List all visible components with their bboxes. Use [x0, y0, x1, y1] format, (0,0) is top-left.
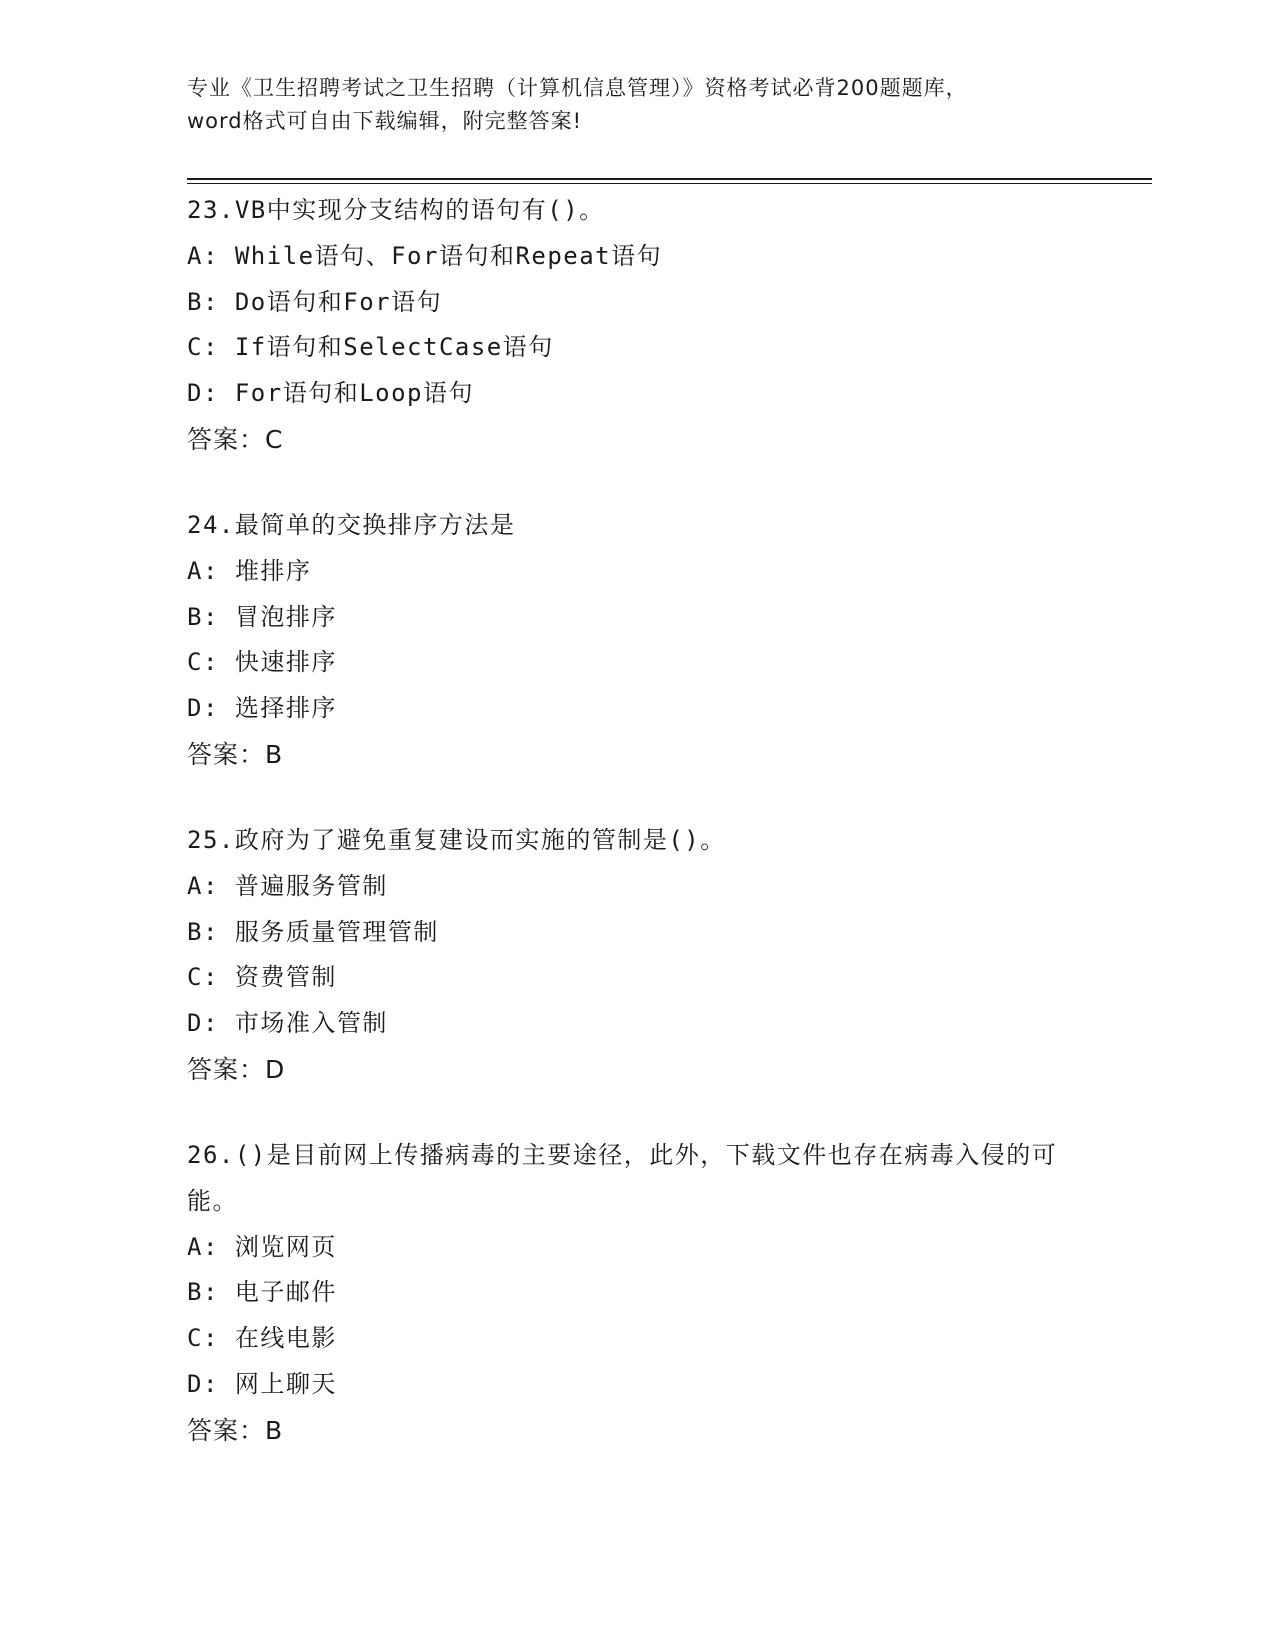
- document-header: [187, 72, 1087, 138]
- header-divider-thin: [187, 183, 1152, 184]
- option-d: D: 选择排序: [187, 694, 337, 723]
- option-d: D: For语句和Loop语句: [187, 379, 474, 408]
- header-divider: [187, 178, 1152, 180]
- option-a: A: While语句、For语句和Repeat语句: [187, 241, 663, 270]
- answer-label: 答案：B: [187, 739, 284, 769]
- option-c: C: 快速排序: [187, 648, 337, 677]
- option-a: A: 堆排序: [187, 556, 312, 585]
- option-b: B: 电子邮件: [187, 1278, 337, 1307]
- header-line-2: word格式可自由下载编辑，附完整答案!: [187, 109, 583, 133]
- answer-label: 答案：B: [187, 1415, 284, 1445]
- option-c: C: If语句和SelectCase语句: [187, 333, 554, 362]
- option-d: D: 网上聊天: [187, 1369, 337, 1398]
- option-a: A: 浏览网页: [187, 1232, 337, 1261]
- question-25: [187, 818, 1087, 1093]
- question-23: [187, 188, 1087, 463]
- question-stem: 23.VB中实现分支结构的语句有()。: [187, 196, 605, 224]
- option-b: B: 服务质量管理管制: [187, 917, 439, 946]
- option-d: D: 市场准入管制: [187, 1009, 388, 1038]
- header-line-1: 专业《卫生招聘考试之卫生招聘（计算机信息管理）》资格考试必背200题题库，: [187, 76, 968, 100]
- question-stem: 24.最简单的交换排序方法是: [187, 511, 516, 539]
- option-b: B: 冒泡排序: [187, 602, 337, 631]
- option-b: B: Do语句和For语句: [187, 287, 443, 316]
- question-stem: 26.()是目前网上传播病毒的主要途径，此外，下载文件也存在病毒入侵的可能。: [187, 1141, 1058, 1215]
- answer-label: 答案：C: [187, 424, 284, 454]
- question-26: [187, 1133, 1087, 1454]
- option-c: C: 在线电影: [187, 1324, 337, 1353]
- question-24: [187, 503, 1087, 778]
- option-c: C: 资费管制: [187, 963, 337, 992]
- question-stem: 25.政府为了避免重复建设而实施的管制是()。: [187, 826, 726, 854]
- answer-label: 答案：D: [187, 1054, 286, 1084]
- option-a: A: 普遍服务管制: [187, 871, 388, 900]
